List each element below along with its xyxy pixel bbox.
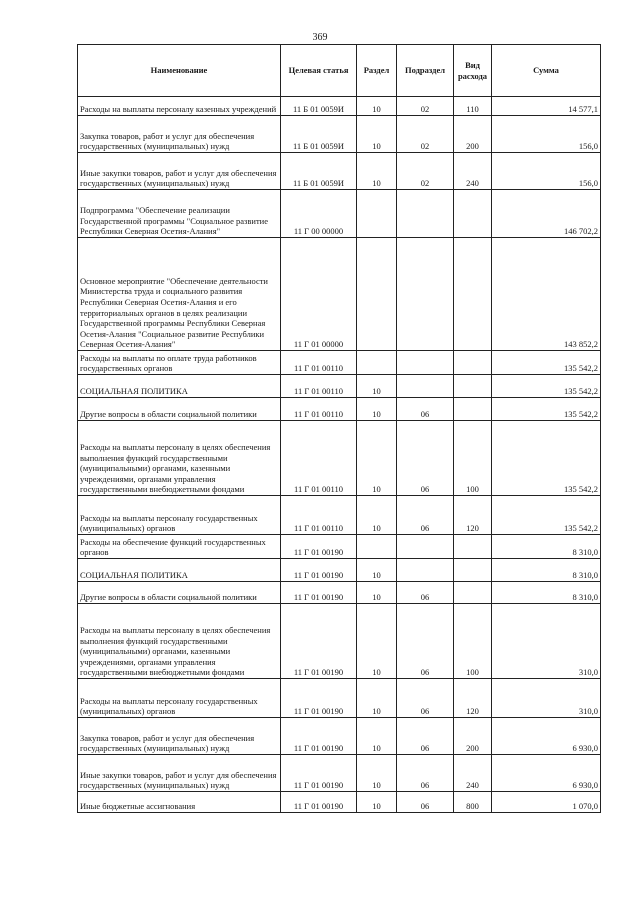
row-name: Расходы на выплаты персоналу казенных учреждений [78, 97, 281, 116]
row-amount: 310,0 [492, 679, 601, 718]
row-expense-type [454, 238, 492, 351]
row-name: Подпрограмма "Обеспечение реализации Государственной программы "Социальное развитие Республики Северная Осетия-Алания" [78, 190, 281, 238]
row-section: 10 [357, 375, 397, 398]
row-section: 10 [357, 792, 397, 813]
row-name: СОЦИАЛЬНАЯ ПОЛИТИКА [78, 559, 281, 582]
row-section: 10 [357, 116, 397, 153]
row-section: 10 [357, 398, 397, 421]
row-subsection: 02 [397, 97, 454, 116]
row-amount: 8 310,0 [492, 535, 601, 559]
row-expense-type: 240 [454, 153, 492, 190]
row-amount: 135 542,2 [492, 421, 601, 496]
row-amount: 1 070,0 [492, 792, 601, 813]
header-expense-type: Вид расхода [454, 45, 492, 97]
row-subsection: 06 [397, 755, 454, 792]
row-subsection [397, 375, 454, 398]
row-target: 11 Б 01 0059И [281, 153, 357, 190]
header-subsection: Подраздел [397, 45, 454, 97]
header-section: Раздел [357, 45, 397, 97]
table-body [78, 97, 601, 813]
row-name: Другие вопросы в области социальной политики [78, 398, 281, 421]
row-expense-type: 100 [454, 604, 492, 679]
table-row [78, 604, 601, 679]
row-amount: 135 542,2 [492, 496, 601, 535]
row-amount: 14 577,1 [492, 97, 601, 116]
row-target: 11 Г 01 00190 [281, 718, 357, 755]
row-section [357, 238, 397, 351]
table-row [78, 421, 601, 496]
row-name: Закупка товаров, работ и услуг для обеспечения государственных (муниципальных) нужд [78, 116, 281, 153]
row-name: Основное мероприятие "Обеспечение деятельности Министерства труда и социального развития Республики Северная Осетия-Алания и его территориальных органов в целях реализации Государственной программы Республики Северная Осетия-Алания "Социальное развитие Республики Северная Осетия-Алания" [78, 238, 281, 351]
row-name: Расходы на выплаты персоналу государственных (муниципальных) органов [78, 679, 281, 718]
row-amount: 156,0 [492, 116, 601, 153]
table-row [78, 559, 601, 582]
table-row [78, 238, 601, 351]
row-expense-type: 100 [454, 421, 492, 496]
row-target: 11 Г 01 00190 [281, 582, 357, 604]
row-name: Иные закупки товаров, работ и услуг для обеспечения государственных (муниципальных) нужд [78, 153, 281, 190]
page-number: 369 [312, 32, 328, 43]
row-expense-type [454, 190, 492, 238]
row-subsection: 06 [397, 582, 454, 604]
row-target: 11 Г 01 00190 [281, 604, 357, 679]
table-row [78, 398, 601, 421]
row-amount: 146 702,2 [492, 190, 601, 238]
table-row [78, 97, 601, 116]
table-row [78, 190, 601, 238]
row-section: 10 [357, 421, 397, 496]
row-expense-type [454, 351, 492, 375]
row-expense-type [454, 582, 492, 604]
row-amount: 143 852,2 [492, 238, 601, 351]
row-name: Иные закупки товаров, работ и услуг для обеспечения государственных (муниципальных) нужд [78, 755, 281, 792]
row-expense-type: 110 [454, 97, 492, 116]
row-name: СОЦИАЛЬНАЯ ПОЛИТИКА [78, 375, 281, 398]
table-row [78, 496, 601, 535]
row-subsection: 06 [397, 398, 454, 421]
row-amount: 135 542,2 [492, 351, 601, 375]
row-subsection: 06 [397, 718, 454, 755]
table-row [78, 375, 601, 398]
row-subsection [397, 190, 454, 238]
row-expense-type: 240 [454, 755, 492, 792]
row-name: Расходы на выплаты персоналу государственных (муниципальных) органов [78, 496, 281, 535]
row-expense-type [454, 535, 492, 559]
row-section: 10 [357, 718, 397, 755]
row-subsection [397, 238, 454, 351]
row-expense-type: 120 [454, 496, 492, 535]
row-target: 11 Г 01 00110 [281, 375, 357, 398]
row-target: 11 Г 01 00190 [281, 679, 357, 718]
row-target: 11 Г 01 00110 [281, 398, 357, 421]
row-section: 10 [357, 604, 397, 679]
table-row [78, 351, 601, 375]
row-amount: 310,0 [492, 604, 601, 679]
row-name: Другие вопросы в области социальной политики [78, 582, 281, 604]
row-amount: 6 930,0 [492, 755, 601, 792]
row-subsection: 02 [397, 116, 454, 153]
row-name: Закупка товаров, работ и услуг для обеспечения государственных (муниципальных) нужд [78, 718, 281, 755]
row-target: 11 Г 01 00000 [281, 238, 357, 351]
row-expense-type: 120 [454, 679, 492, 718]
row-target: 11 Б 01 0059И [281, 116, 357, 153]
row-expense-type [454, 398, 492, 421]
row-target: 11 Г 01 00190 [281, 755, 357, 792]
row-subsection: 06 [397, 496, 454, 535]
budget-table [77, 44, 601, 813]
row-target: 11 Г 01 00110 [281, 421, 357, 496]
row-subsection: 06 [397, 604, 454, 679]
table-row [78, 535, 601, 559]
row-name: Расходы на выплаты персоналу в целях обеспечения выполнения функций государственными (муниципальными) органами, казенными учреждениями, органами управления государственными внебюджетными фондами [78, 421, 281, 496]
table-row [78, 116, 601, 153]
row-expense-type [454, 559, 492, 582]
row-section: 10 [357, 496, 397, 535]
row-subsection: 06 [397, 421, 454, 496]
row-amount: 8 310,0 [492, 559, 601, 582]
row-amount: 135 542,2 [492, 375, 601, 398]
row-target: 11 Б 01 0059И [281, 97, 357, 116]
table-row [78, 718, 601, 755]
row-subsection: 06 [397, 679, 454, 718]
row-target: 11 Г 01 00110 [281, 351, 357, 375]
row-amount: 156,0 [492, 153, 601, 190]
header-name: Наименование [78, 45, 281, 97]
row-section [357, 535, 397, 559]
row-subsection [397, 559, 454, 582]
row-section: 10 [357, 582, 397, 604]
row-amount: 8 310,0 [492, 582, 601, 604]
table-row [78, 582, 601, 604]
row-subsection: 06 [397, 792, 454, 813]
row-name: Иные бюджетные ассигнования [78, 792, 281, 813]
row-section: 10 [357, 679, 397, 718]
header-target: Целевая статья [281, 45, 357, 97]
row-section [357, 190, 397, 238]
row-amount: 6 930,0 [492, 718, 601, 755]
row-subsection: 02 [397, 153, 454, 190]
row-target: 11 Г 01 00190 [281, 792, 357, 813]
table-row [78, 755, 601, 792]
row-amount: 135 542,2 [492, 398, 601, 421]
row-target: 11 Г 01 00190 [281, 535, 357, 559]
row-name: Расходы на обеспечение функций государственных органов [78, 535, 281, 559]
row-name: Расходы на выплаты персоналу в целях обеспечения выполнения функций государственными (муниципальными) органами, казенными учреждениями, органами управления государственными внебюджетными фондами [78, 604, 281, 679]
table-row [78, 153, 601, 190]
row-section: 10 [357, 559, 397, 582]
table-row [78, 679, 601, 718]
row-section: 10 [357, 153, 397, 190]
row-name: Расходы на выплаты по оплате труда работников государственных органов [78, 351, 281, 375]
row-expense-type: 800 [454, 792, 492, 813]
row-section: 10 [357, 755, 397, 792]
row-expense-type: 200 [454, 718, 492, 755]
row-subsection [397, 351, 454, 375]
row-section [357, 351, 397, 375]
row-subsection [397, 535, 454, 559]
row-target: 11 Г 01 00190 [281, 559, 357, 582]
table-header [78, 45, 601, 97]
row-target: 11 Г 00 00000 [281, 190, 357, 238]
row-expense-type: 200 [454, 116, 492, 153]
table-row [78, 792, 601, 813]
header-amount: Сумма [492, 45, 601, 97]
row-section: 10 [357, 97, 397, 116]
row-target: 11 Г 01 00110 [281, 496, 357, 535]
row-expense-type [454, 375, 492, 398]
